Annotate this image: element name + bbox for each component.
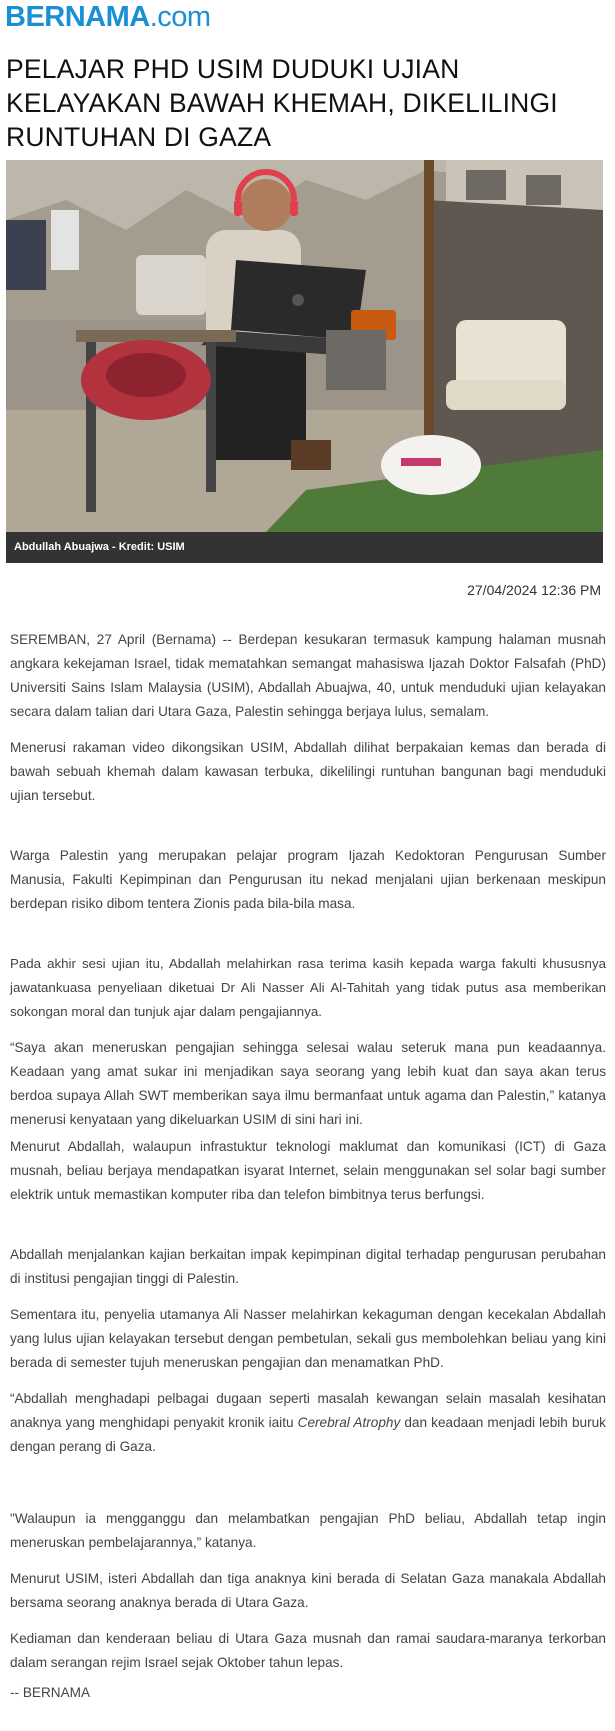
article-paragraph: Warga Palestin yang merupakan pelajar program Ijazah Kedoktoran Pengurusan Sumber Manusia, Fakulti Kepimpinan dan Pengurusan itu nekad menjalani ujian berkenaan meskipun berdepan risiko dibom tentera Zionis pada bila-bila masa. — [10, 848, 606, 911]
hero-photo — [6, 160, 603, 532]
photo-caption: Abdullah Abuajwa - Kredit: USIM — [14, 541, 185, 553]
photo-caption-bar — [6, 532, 603, 563]
logo-brand: BERNAMA — [5, 1, 150, 33]
article-paragraph: Menerusi rakaman video dikongsikan USIM, Abdallah dilihat berpakaian kemas dan berada di bawah sebuah khemah dalam kawasan terbuka, dikelilingi runtuhan bangunan bagi menduduki ujian tersebut. — [10, 740, 606, 803]
article-paragraph — [10, 1387, 606, 1459]
article-body — [10, 628, 606, 1700]
article-paragraph: “Saya akan meneruskan pengajian sehingga selesai walau seteruk mana pun keadaannya. Keadaan yang amat sukar ini menjadikan saya seorang yang lebih kuat dan saya akan terus berdoa supaya Allah SWT memberikan saya ilmu bermanfaat untuk agama dan Palestin,” katanya menerusi kenyataan yang dikeluarkan USIM di sini hari ini. — [10, 1040, 606, 1127]
logo-tld: .com — [149, 1, 211, 33]
article-paragraph: Abdallah menjalankan kajian berkaitan impak kepimpinan digital terhadap pengurusan perubahan di institusi pengajian tinggi di Palestin. — [10, 1247, 606, 1286]
article-headline: PELAJAR PHD USIM DUDUKI UJIAN KELAYAKAN BAWAH KHEMAH, DIKELILINGI RUNTUHAN DI GAZA — [6, 54, 558, 152]
disease-name: Cerebral Atrophy — [297, 1415, 401, 1430]
publish-datetime: 27/04/2024 12:36 PM — [467, 582, 601, 598]
article-paragraph: Menurut USIM, isteri Abdallah dan tiga anaknya kini berada di Selatan Gaza manakala Abdallah bersama seorang anaknya berada di Utara Gaza. — [10, 1571, 606, 1610]
quote-text: “Abdallah menghadapi pelbagai dugaan seperti masalah kewangan selain masalah kesihatan anaknya yang menghidapi penyakit kronik iaitu — [10, 1391, 606, 1430]
article-paragraph: "Walaupun ia mengganggu dan melambatkan pengajian PhD beliau, Abdallah tetap ingin meneruskan pembelajarannya,” katanya. — [10, 1511, 606, 1550]
hero-illustration — [6, 160, 603, 532]
article-paragraph: Menurut Abdallah, walaupun infrastuktur teknologi maklumat dan komunikasi (ICT) di Gaza musnah, beliau berjaya mendapatkan isyarat Internet, selain menggunakan sel solar bagi sumber elektrik untuk memastikan komputer riba dan telefon bimbitnya terus berfungsi. — [10, 1139, 606, 1202]
article-paragraph: Pada akhir sesi ujian itu, Abdallah melahirkan rasa terima kasih kepada warga fakulti khususnya jawatankuasa penyeliaan diketuai Dr Ali Nasser Ali Al-Tahitah yang tidak putus asa memberikan sokongan moral dan tunjuk ajar dalam pengajiannya. — [10, 956, 606, 1019]
article-paragraph: Kediaman dan kenderaan beliau di Utara Gaza musnah dan ramai saudara-maranya terkorban dalam serangan rejim Israel sejak Oktober tahun lepas. — [10, 1631, 606, 1670]
article-paragraph: SEREMBAN, 27 April (Bernama) -- Berdepan kesukaran termasuk kampung halaman musnah angkara kekejaman Israel, tidak mematahkan semangat mahasiswa Ijazah Doktor Falsafah (PhD) Universiti Sains Islam Malaysia (USIM), Abdallah Abuajwa, 40, untuk menduduki ujian kelayakan secara dalam talian dari Utara Gaza, Palestin sehingga berjaya lulus, semalam. — [10, 632, 606, 719]
quote-text: dan keadaan menjadi lebih buruk dengan perang di Gaza. — [10, 1415, 606, 1454]
site-logo[interactable] — [5, 0, 211, 34]
article-signoff: -- BERNAMA — [10, 1685, 91, 1700]
article-paragraph: Sementara itu, penyelia utamanya Ali Nasser melahirkan kekaguman dengan kecekalan Abdallah yang lulus ujian kelayakan tersebut dengan pembetulan, sekali gus membolehkan beliau yang kini berada di semester tujuh meneruskan pengajian dan menamatkan PhD. — [10, 1307, 606, 1370]
